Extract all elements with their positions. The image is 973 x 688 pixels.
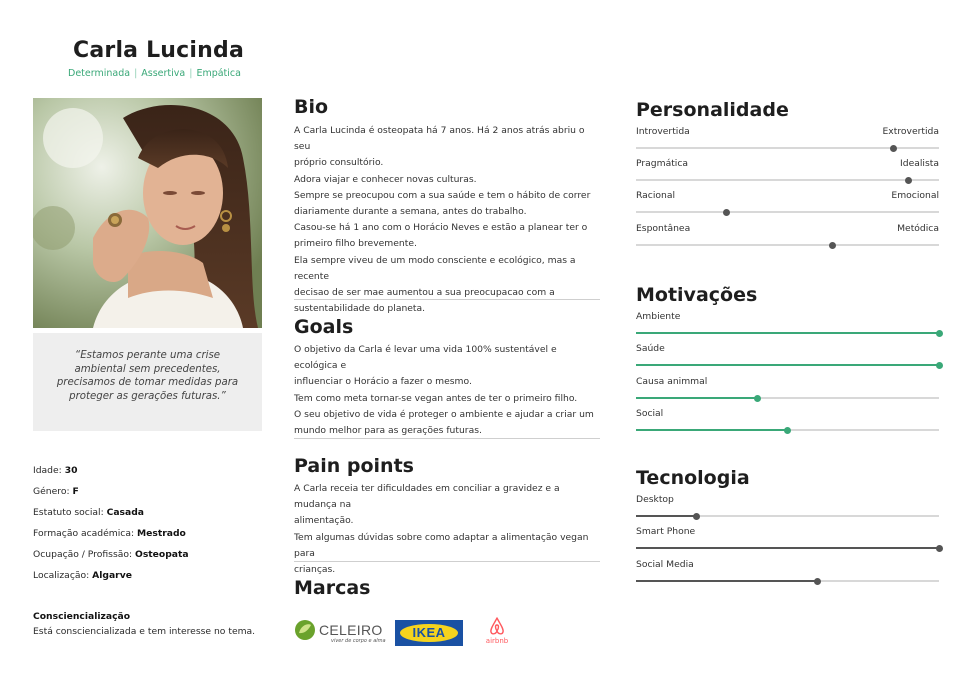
- motivation-label: Saúde: [636, 343, 665, 354]
- motivation-label: Causa animmal: [636, 376, 708, 387]
- bio-line: Adora viajar e conhecer novas culturas.: [294, 173, 477, 185]
- motivation-track: [636, 364, 939, 366]
- motivation-fill: [636, 397, 757, 399]
- technology-knob: [814, 578, 821, 585]
- scale-knob: [723, 209, 730, 216]
- fact-value: Osteopata: [135, 549, 189, 560]
- motivation-track: [636, 429, 939, 431]
- awareness-text: Está consciencializada e tem interesse no tema.: [33, 626, 256, 637]
- pain-points-heading: Pain points: [294, 455, 414, 477]
- fact-value: F: [72, 486, 79, 497]
- persona-name: Carla Lucinda: [73, 38, 245, 63]
- personality-scale: [636, 158, 939, 181]
- technology-heading: Tecnologia: [636, 467, 750, 489]
- bio-line: Ela sempre viveu de um modo consciente e ecológico, mas a recente: [294, 254, 576, 282]
- personality-scale: [636, 190, 939, 213]
- bio-line: sustentabilidade do planeta.: [294, 303, 426, 315]
- fact-value: Casada: [106, 507, 144, 518]
- scale-right-label: Idealista: [900, 158, 939, 169]
- scale-knob: [905, 177, 912, 184]
- fact-occupation: [33, 548, 273, 569]
- motivation-track: [636, 332, 939, 334]
- fact-label: Género:: [33, 486, 70, 497]
- persona-quote: “Estamos perante uma crise ambiental sem precedentes, precisamos de tomar medidas para proteger as gerações futuras.”: [56, 350, 239, 402]
- pain-point-line: alimentação.: [294, 515, 354, 527]
- scale-track: [636, 244, 939, 246]
- motivation-bar: [636, 408, 939, 431]
- goals-line: O seu objetivo de vida é proteger o ambiente e ajudar a criar um: [294, 408, 594, 420]
- pain-point-line: A Carla receia ter dificuldades em conciliar a gravidez e a mudança na: [294, 483, 560, 511]
- brand-ikea-logo: [395, 620, 463, 646]
- fact-label: Idade:: [33, 465, 62, 476]
- airbnb-belo-icon: [487, 616, 507, 636]
- trait-separator: |: [189, 68, 193, 79]
- bio-heading: Bio: [294, 96, 329, 118]
- bio-text: [294, 123, 600, 317]
- section-divider: [294, 438, 600, 439]
- motivation-knob: [936, 330, 943, 337]
- fact-label: Ocupação / Profissão:: [33, 549, 133, 560]
- brands-heading: Marcas: [294, 577, 371, 599]
- scale-left-label: Espontânea: [636, 223, 691, 234]
- brand-celeiro-logo: [294, 615, 386, 647]
- scale-right-label: Metódica: [897, 223, 939, 234]
- technology-knob: [693, 513, 700, 520]
- technology-fill: [636, 515, 697, 517]
- motivation-track: [636, 397, 939, 399]
- persona-photo: [33, 98, 262, 328]
- fact-marital-status: [33, 506, 273, 527]
- bio-line: Casou-se há 1 ano com o Horácio Neves e estão a planear ter o: [294, 222, 588, 234]
- bio-line: Sempre se preocupou com a sua saúde e tem o hábito de correr: [294, 189, 591, 201]
- fact-age: [33, 464, 273, 485]
- scale-left-label: Introvertida: [636, 126, 690, 137]
- persona-facts: [33, 464, 273, 590]
- motivation-knob: [754, 395, 761, 402]
- trait: Assertiva: [141, 68, 186, 79]
- bio-line: A Carla Lucinda é osteopata há 7 anos. Há 2 anos atrás abriu o seu: [294, 125, 585, 153]
- personality-scale: [636, 126, 939, 149]
- ikea-wordmark: IKEA: [412, 625, 446, 640]
- celeiro-leaf-icon: [294, 619, 316, 641]
- fact-label: Estatuto social:: [33, 507, 104, 518]
- fact-label: Formação académica:: [33, 528, 135, 539]
- technology-fill: [636, 547, 939, 549]
- fact-gender: [33, 485, 273, 506]
- trait: Determinada: [68, 68, 131, 79]
- goals-heading: Goals: [294, 316, 354, 338]
- section-divider: [294, 299, 600, 300]
- persona-quote-box: [33, 333, 262, 431]
- scale-left-label: Pragmática: [636, 158, 689, 169]
- fact-value: Algarve: [92, 570, 132, 581]
- personality-heading: Personalidade: [636, 99, 789, 121]
- bio-line: próprio consultório.: [294, 157, 384, 169]
- motivation-knob: [936, 362, 943, 369]
- motivation-bar: [636, 343, 939, 366]
- celeiro-tagline: viver de corpo e alma: [331, 638, 386, 644]
- goals-line: influenciar o Horácio a fazer o mesmo.: [294, 376, 472, 388]
- persona-traits: [68, 68, 241, 79]
- technology-label: Smart Phone: [636, 526, 696, 537]
- motivation-label: Ambiente: [636, 311, 681, 322]
- scale-track: [636, 211, 939, 213]
- celeiro-wordmark: CELEIRO: [319, 622, 383, 638]
- bio-line: decisao de ser mae aumentou a sua preocupacao com a: [294, 287, 555, 299]
- technology-bar: [636, 494, 939, 517]
- scale-knob: [829, 242, 836, 249]
- technology-knob: [936, 545, 943, 552]
- technology-bar: [636, 526, 939, 549]
- bio-line: primeiro filho brevemente.: [294, 238, 417, 250]
- fact-value: 30: [64, 465, 78, 476]
- scale-knob: [890, 145, 897, 152]
- scale-left-label: Racional: [636, 190, 676, 201]
- trait: Empática: [196, 68, 241, 79]
- scale-right-label: Extrovertida: [882, 126, 939, 137]
- pain-point-line: Tem algumas dúvidas sobre como adaptar a alimentação vegan para: [294, 531, 589, 559]
- technology-label: Social Media: [636, 559, 694, 570]
- fact-education: [33, 527, 273, 548]
- motivation-fill: [636, 332, 939, 334]
- motivation-bar: [636, 311, 939, 334]
- motivation-knob: [784, 427, 791, 434]
- motivation-fill: [636, 429, 788, 431]
- section-divider: [294, 561, 600, 562]
- technology-fill: [636, 580, 818, 582]
- awareness-label: Consciencialização: [33, 611, 131, 622]
- technology-bar: [636, 559, 939, 582]
- scale-track: [636, 147, 939, 149]
- scale-right-label: Emocional: [891, 190, 939, 201]
- motivations-heading: Motivações: [636, 284, 758, 306]
- goals-line: O objetivo da Carla é levar uma vida 100% sustentável e ecológica e: [294, 344, 557, 372]
- personality-scale: [636, 223, 939, 246]
- goals-line: mundo melhor para as gerações futuras.: [294, 425, 482, 437]
- pain-point-line: crianças.: [294, 564, 336, 576]
- goals-text: [294, 342, 600, 439]
- bio-line: diariamente durante a semana, antes do trabalho.: [294, 206, 527, 218]
- motivation-label: Social: [636, 408, 664, 419]
- motivation-bar: [636, 376, 939, 399]
- fact-label: Localização:: [33, 570, 90, 581]
- motivation-fill: [636, 364, 939, 366]
- fact-location: [33, 569, 273, 590]
- technology-track: [636, 580, 939, 582]
- trait-separator: |: [134, 68, 138, 79]
- brand-airbnb-logo: [482, 616, 512, 650]
- pain-points-text: [294, 481, 600, 578]
- technology-label: Desktop: [636, 494, 674, 505]
- airbnb-wordmark: airbnb: [485, 637, 509, 645]
- technology-track: [636, 547, 939, 549]
- technology-track: [636, 515, 939, 517]
- goals-line: Tem como meta tornar-se vegan antes de ter o primeiro filho.: [294, 392, 578, 404]
- fact-value: Mestrado: [137, 528, 186, 539]
- scale-track: [636, 179, 939, 181]
